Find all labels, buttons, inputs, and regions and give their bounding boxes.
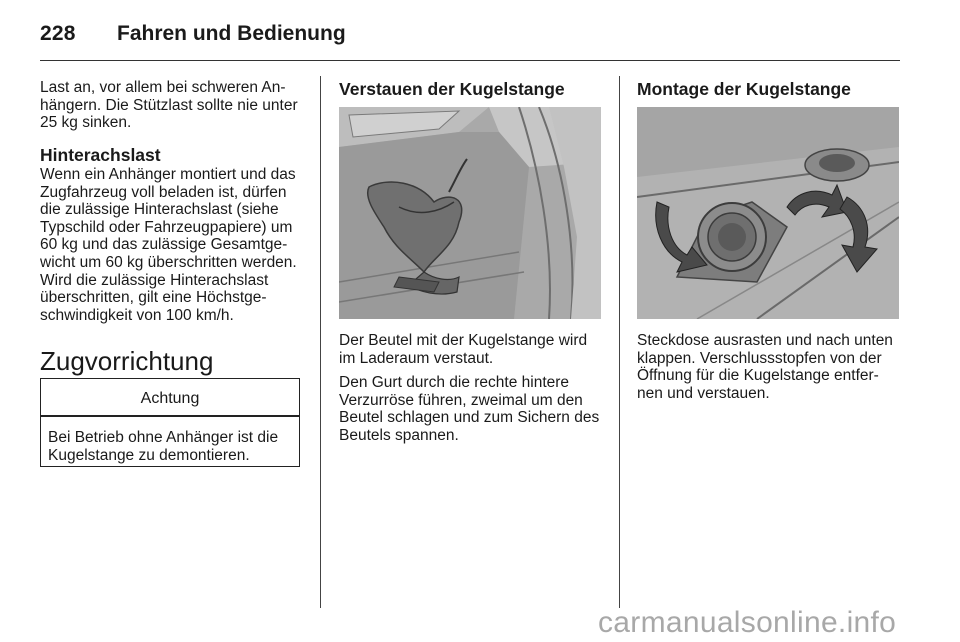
chapter-title: Fahren und Bedienung	[117, 22, 346, 45]
warning-notice-box	[40, 378, 300, 467]
notice-divider	[41, 415, 299, 417]
socket-drawing	[637, 107, 899, 319]
cargo-bag-illustration	[339, 107, 601, 319]
page-number: 228	[40, 22, 76, 45]
notice-text: Bei Betrieb ohne Anhänger ist die Kugelstange zu demontieren.	[48, 429, 279, 464]
column-divider-2	[619, 76, 620, 608]
subheading-hinterachslast: Hinterachslast	[40, 145, 161, 165]
caption-bag-stored: Der Beutel mit der Kugelstange wird im Laderaum verstaut.	[339, 332, 588, 367]
caption-strap-instructions: Den Gurt durch die rechte hintere Verzurröse führen, zweimal um den Beutel schlagen und zum Sichern des Beutels spannen.	[339, 374, 600, 444]
intro-paragraph: Last an, vor allem bei schweren An-hängern. Die Stützlast sollte nie unter 25 kg sinken.	[40, 79, 298, 132]
hinterachslast-paragraph: Wenn ein Anhänger montiert und das Zugfahrzeug voll beladen ist, dürfen die zulässige Hinterachslast (siehe Typschild oder Fahrzeugpapiere) um 60 kg und das zulässige Gesamtge-wicht um 60 kg überschritten werden. Wird die zulässige Hinterachslast überschritten, gilt eine Höchstge-schwindigkeit von 100 km/h.	[40, 166, 297, 324]
heading-verstauen: Verstauen der Kugelstange	[339, 79, 565, 99]
caption-socket-instructions: Steckdose ausrasten und nach unten klappen. Verschlussstopfen von der Öffnung für die Kugelstange entfer-nen und verstauen.	[637, 332, 893, 402]
watermark: carmanualsonline.info	[598, 606, 897, 639]
heading-montage: Montage der Kugelstange	[637, 79, 851, 99]
column-divider-1	[320, 76, 321, 608]
header-rule	[40, 60, 900, 61]
notice-title: Achtung	[140, 390, 200, 407]
socket-illustration	[637, 107, 899, 319]
cargo-bag-drawing	[339, 107, 601, 319]
section-heading-zugvorrichtung: Zugvorrichtung	[40, 346, 214, 376]
